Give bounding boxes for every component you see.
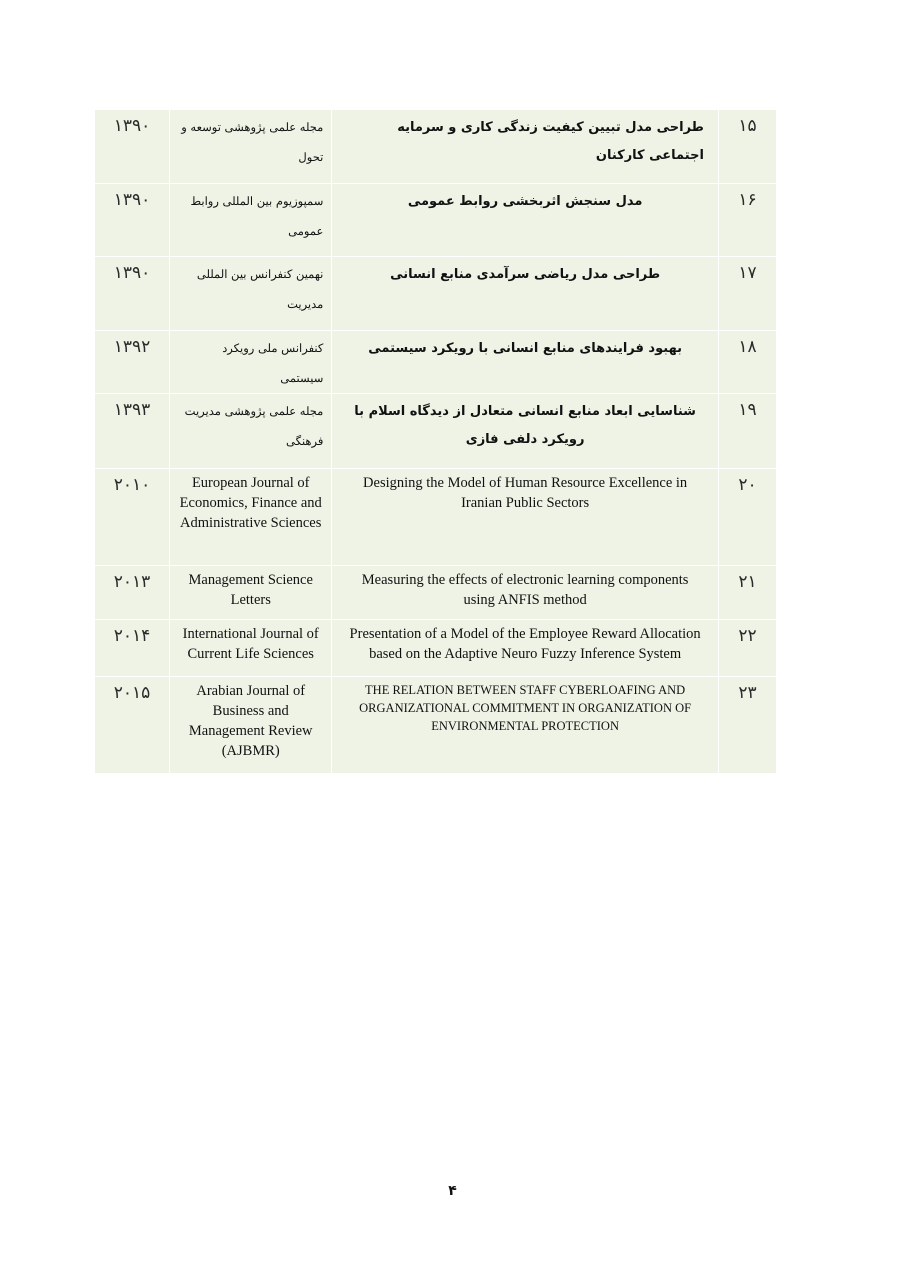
venue-cell: Arabian Journal of Business and Management Review (AJBMR) (170, 677, 332, 774)
table-row (95, 110, 777, 184)
row-number-cell: ۲۳ (718, 677, 776, 774)
row-number-cell: ۲۰ (718, 469, 776, 566)
year-cell: ۲۰۱۴ (95, 620, 170, 677)
page-number: ۴ (448, 1183, 457, 1199)
row-number-cell: ۱۹ (718, 394, 776, 469)
venue-cell: European Journal of Economics, Finance and Administrative Sciences (170, 469, 332, 566)
table-row (95, 394, 777, 469)
venue-cell: مجله علمی پژوهشی توسعه و تحول (170, 110, 332, 184)
title-cell: شناسایی ابعاد منابع انسانی متعادل از دیدگاه اسلام با رویکرد دلفی فازی (332, 394, 719, 469)
row-number-cell: ۱۶ (718, 184, 776, 257)
table-row (95, 469, 777, 566)
venue-cell: کنفرانس ملی رویکرد سیستمی (170, 331, 332, 394)
year-cell: ۱۳۹۲ (95, 331, 170, 394)
row-number-cell: ۲۲ (718, 620, 776, 677)
table-row (95, 620, 777, 677)
venue-cell: مجله علمی پژوهشی مدیریت فرهنگی (170, 394, 332, 469)
title-cell: Designing the Model of Human Resource Excellence in Iranian Public Sectors (332, 469, 719, 566)
year-cell: ۲۰۱۳ (95, 566, 170, 620)
title-cell: Presentation of a Model of the Employee Reward Allocation based on the Adaptive Neuro Fuzzy Inference System (332, 620, 719, 677)
table-row (95, 184, 777, 257)
year-cell: ۲۰۱۵ (95, 677, 170, 774)
title-cell: طراحی مدل تبیین کیفیت زندگی کاری و سرمایه اجتماعی کارکنان (332, 110, 719, 184)
year-cell: ۲۰۱۰ (95, 469, 170, 566)
table-row (95, 566, 777, 620)
table-row (95, 677, 777, 774)
row-number-cell: ۱۷ (718, 257, 776, 331)
venue-cell: سمپوزیوم بین المللی روابط عمومی (170, 184, 332, 257)
title-cell: Measuring the effects of electronic learning components using ANFIS method (332, 566, 719, 620)
row-number-cell: ۲۱ (718, 566, 776, 620)
title-cell: طراحی مدل ریاضی سرآمدی منابع انسانی (332, 257, 719, 331)
row-number-cell: ۱۸ (718, 331, 776, 394)
publications-table (94, 109, 777, 774)
venue-cell: نهمین کنفرانس بین المللی مدیریت (170, 257, 332, 331)
year-cell: ۱۳۹۰ (95, 110, 170, 184)
table-row (95, 257, 777, 331)
year-cell: ۱۳۹۰ (95, 257, 170, 331)
title-cell: مدل سنجش اثربخشی روابط عمومی (332, 184, 719, 257)
title-cell: THE RELATION BETWEEN STAFF CYBERLOAFING AND ORGANIZATIONAL COMMITMENT IN ORGANIZATION OF ENVIRONMENTAL PROTECTION (332, 677, 719, 774)
year-cell: ۱۳۹۳ (95, 394, 170, 469)
year-cell: ۱۳۹۰ (95, 184, 170, 257)
venue-cell: International Journal of Current Life Sciences (170, 620, 332, 677)
row-number-cell: ۱۵ (718, 110, 776, 184)
title-cell: بهبود فرایندهای منابع انسانی با رویکرد سیستمی (332, 331, 719, 394)
table-row (95, 331, 777, 394)
venue-cell: Management Science Letters (170, 566, 332, 620)
